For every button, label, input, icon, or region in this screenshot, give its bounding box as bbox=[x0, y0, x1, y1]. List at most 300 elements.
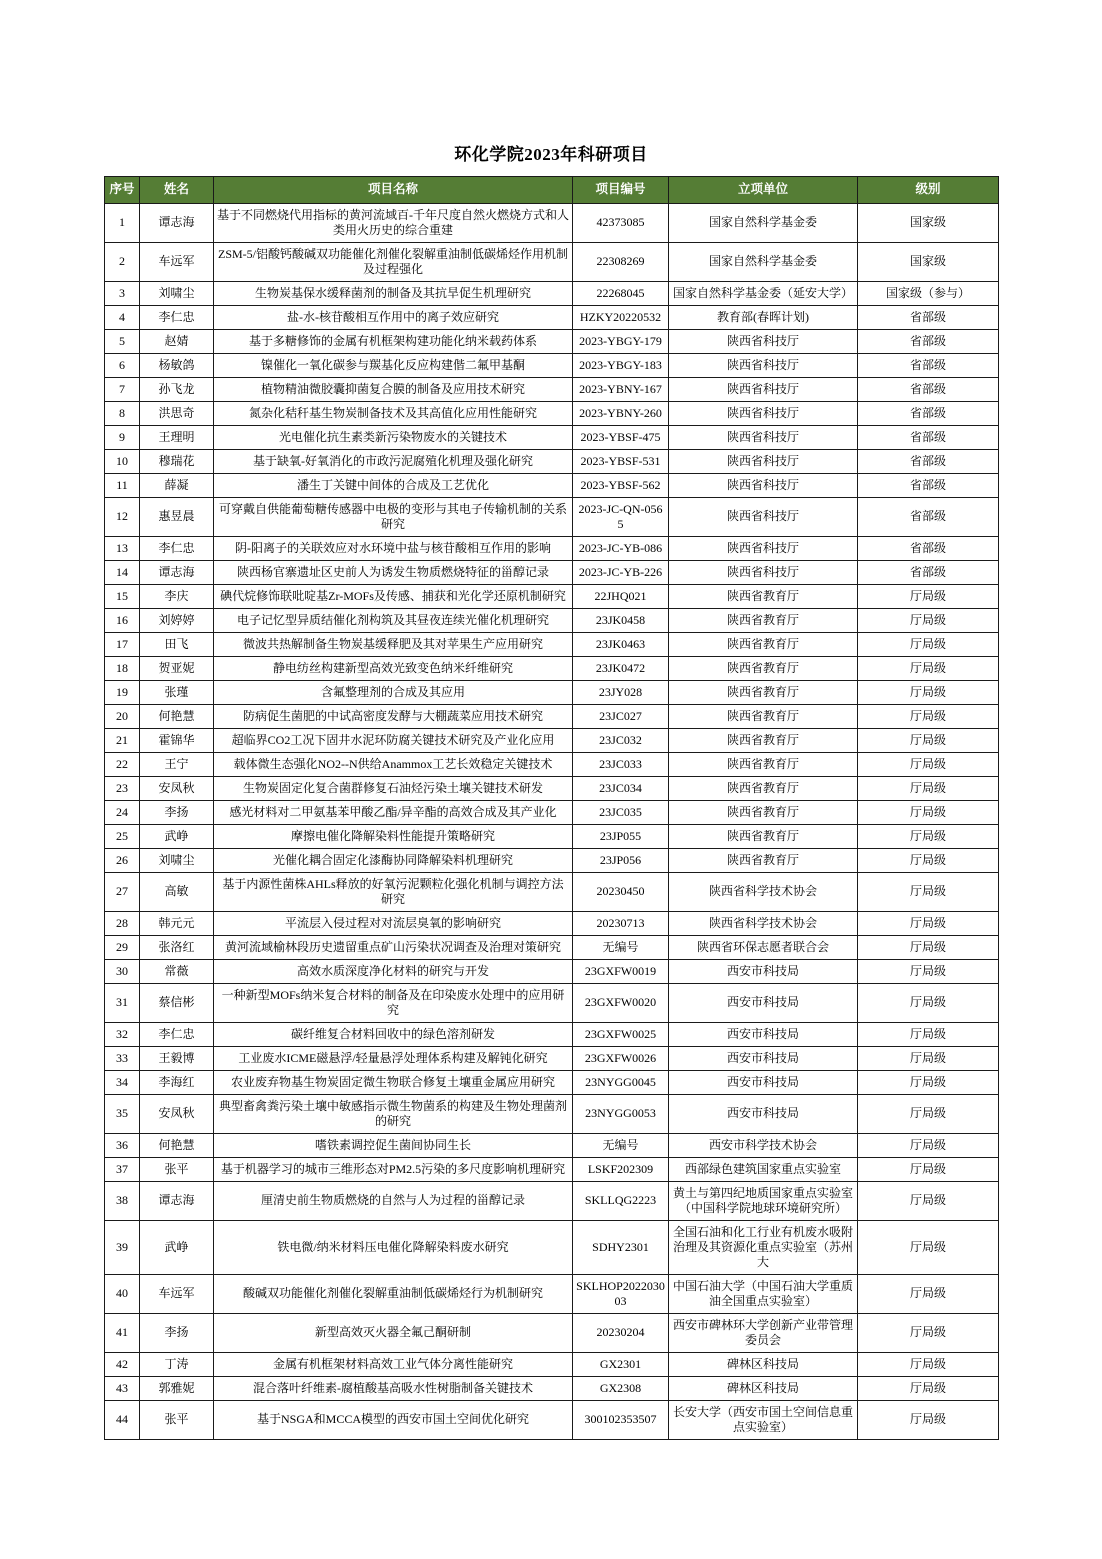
cell-level: 省部级 bbox=[858, 497, 999, 536]
cell-name: 何艳慧 bbox=[140, 1133, 214, 1157]
cell-unit: 陕西省科技厅 bbox=[669, 425, 858, 449]
cell-name: 刘婷婷 bbox=[140, 608, 214, 632]
cell-code: GX2308 bbox=[573, 1376, 669, 1400]
cell-level: 厅局级 bbox=[858, 704, 999, 728]
cell-unit: 陕西省教育厅 bbox=[669, 632, 858, 656]
cell-level: 厅局级 bbox=[858, 1070, 999, 1094]
cell-unit: 陕西省科技厅 bbox=[669, 353, 858, 377]
cell-level: 厅局级 bbox=[858, 848, 999, 872]
cell-name: 李仁忠 bbox=[140, 536, 214, 560]
cell-code: 42373085 bbox=[573, 203, 669, 242]
cell-project: 盐-水-核苷酸相互作用中的离子效应研究 bbox=[214, 305, 573, 329]
cell-level: 国家级 bbox=[858, 242, 999, 281]
cell-level: 省部级 bbox=[858, 536, 999, 560]
cell-name: 王理明 bbox=[140, 425, 214, 449]
cell-code: 23JY028 bbox=[573, 680, 669, 704]
cell-no: 31 bbox=[105, 983, 140, 1022]
cell-code: 23JC033 bbox=[573, 752, 669, 776]
cell-name: 李海红 bbox=[140, 1070, 214, 1094]
cell-unit: 中国石油大学（中国石油大学重质油全国重点实验室） bbox=[669, 1274, 858, 1313]
cell-name: 张瑾 bbox=[140, 680, 214, 704]
cell-no: 39 bbox=[105, 1220, 140, 1274]
cell-name: 常薇 bbox=[140, 959, 214, 983]
table-row bbox=[105, 1022, 999, 1046]
cell-code: 23NYGG0045 bbox=[573, 1070, 669, 1094]
cell-unit: 陕西省教育厅 bbox=[669, 608, 858, 632]
cell-project: 生物炭固定化复合菌群修复石油烃污染土壤关键技术研发 bbox=[214, 776, 573, 800]
cell-name: 穆瑞花 bbox=[140, 449, 214, 473]
cell-name: 李扬 bbox=[140, 800, 214, 824]
cell-code: 22JHQ021 bbox=[573, 584, 669, 608]
cell-code: 2023-YBNY-167 bbox=[573, 377, 669, 401]
cell-project: 厘清史前生物质燃烧的自然与人为过程的甾醇记录 bbox=[214, 1181, 573, 1220]
cell-project: 高效水质深度净化材料的研究与开发 bbox=[214, 959, 573, 983]
cell-no: 7 bbox=[105, 377, 140, 401]
cell-unit: 陕西省教育厅 bbox=[669, 752, 858, 776]
table-row bbox=[105, 1094, 999, 1133]
cell-unit: 陕西省环保志愿者联合会 bbox=[669, 935, 858, 959]
cell-name: 郭雅妮 bbox=[140, 1376, 214, 1400]
cell-no: 25 bbox=[105, 824, 140, 848]
cell-code: 23JC034 bbox=[573, 776, 669, 800]
cell-project: 嗜铁素调控促生菌间协同生长 bbox=[214, 1133, 573, 1157]
table-row bbox=[105, 983, 999, 1022]
cell-unit: 陕西省科学技术协会 bbox=[669, 872, 858, 911]
cell-code: 2023-YBGY-179 bbox=[573, 329, 669, 353]
cell-code: 无编号 bbox=[573, 935, 669, 959]
cell-code: 22268045 bbox=[573, 281, 669, 305]
table-row bbox=[105, 1157, 999, 1181]
cell-code: 20230204 bbox=[573, 1313, 669, 1352]
cell-unit: 陕西省教育厅 bbox=[669, 728, 858, 752]
cell-project: 防病促生菌肥的中试高密度发酵与大棚蔬菜应用技术研究 bbox=[214, 704, 573, 728]
cell-name: 蔡信彬 bbox=[140, 983, 214, 1022]
cell-level: 省部级 bbox=[858, 353, 999, 377]
cell-project: 光催化耦合固定化漆酶协同降解染料机理研究 bbox=[214, 848, 573, 872]
cell-name: 车远军 bbox=[140, 242, 214, 281]
cell-no: 10 bbox=[105, 449, 140, 473]
cell-project: 生物炭基保水缓释菌剂的制备及其抗旱促生机理研究 bbox=[214, 281, 573, 305]
cell-code: SKLLQG2223 bbox=[573, 1181, 669, 1220]
cell-no: 42 bbox=[105, 1352, 140, 1376]
cell-unit: 陕西省教育厅 bbox=[669, 656, 858, 680]
cell-name: 谭志海 bbox=[140, 203, 214, 242]
cell-no: 38 bbox=[105, 1181, 140, 1220]
cell-project: 阴-阳离子的关联效应对水环境中盐与核苷酸相互作用的影响 bbox=[214, 536, 573, 560]
cell-name: 赵婧 bbox=[140, 329, 214, 353]
cell-project: 载体微生态强化NO2--N供给Anammox工艺长效稳定关键技术 bbox=[214, 752, 573, 776]
cell-name: 韩元元 bbox=[140, 911, 214, 935]
cell-project: 铁电微/纳米材料压电催化降解染料废水研究 bbox=[214, 1220, 573, 1274]
cell-no: 22 bbox=[105, 752, 140, 776]
cell-unit: 西安市科技局 bbox=[669, 1094, 858, 1133]
cell-name: 车远军 bbox=[140, 1274, 214, 1313]
column-header-unit: 立项单位 bbox=[669, 177, 858, 204]
cell-code: 23GXFW0026 bbox=[573, 1046, 669, 1070]
cell-level: 厅局级 bbox=[858, 1022, 999, 1046]
cell-no: 14 bbox=[105, 560, 140, 584]
table-row bbox=[105, 776, 999, 800]
cell-project: 静电纺丝构建新型高效光致变色纳米纤维研究 bbox=[214, 656, 573, 680]
cell-code: 2023-YBSF-562 bbox=[573, 473, 669, 497]
cell-name: 武峥 bbox=[140, 824, 214, 848]
cell-unit: 碑林区科技局 bbox=[669, 1376, 858, 1400]
column-header-level: 级别 bbox=[858, 177, 999, 204]
cell-code: 23JP056 bbox=[573, 848, 669, 872]
cell-project: 一种新型MOFs纳米复合材料的制备及在印染废水处理中的应用研究 bbox=[214, 983, 573, 1022]
table-row bbox=[105, 656, 999, 680]
cell-project: 镍催化一氧化碳参与羰基化反应构建偕二氟甲基酮 bbox=[214, 353, 573, 377]
cell-project: 超临界CO2工况下固井水泥环防腐关键技术研究及产业化应用 bbox=[214, 728, 573, 752]
cell-no: 19 bbox=[105, 680, 140, 704]
cell-unit: 陕西省教育厅 bbox=[669, 848, 858, 872]
table-row bbox=[105, 680, 999, 704]
table-row bbox=[105, 704, 999, 728]
cell-code: GX2301 bbox=[573, 1352, 669, 1376]
table-row bbox=[105, 377, 999, 401]
cell-unit: 西安市科技局 bbox=[669, 1046, 858, 1070]
cell-project: 植物精油微胶囊抑菌复合膜的制备及应用技术研究 bbox=[214, 377, 573, 401]
cell-name: 霍锦华 bbox=[140, 728, 214, 752]
cell-no: 24 bbox=[105, 800, 140, 824]
cell-level: 厅局级 bbox=[858, 872, 999, 911]
cell-no: 21 bbox=[105, 728, 140, 752]
cell-project: 典型畜禽粪污染土壤中敏感指示微生物菌系的构建及生物处理菌剂的研究 bbox=[214, 1094, 573, 1133]
table-row bbox=[105, 1400, 999, 1439]
header-row bbox=[105, 177, 999, 204]
table-row bbox=[105, 1313, 999, 1352]
cell-unit: 陕西省科技厅 bbox=[669, 329, 858, 353]
cell-unit: 西安市科技局 bbox=[669, 959, 858, 983]
cell-no: 40 bbox=[105, 1274, 140, 1313]
cell-level: 厅局级 bbox=[858, 1046, 999, 1070]
cell-no: 20 bbox=[105, 704, 140, 728]
cell-project: 潘生丁关键中间体的合成及工艺优化 bbox=[214, 473, 573, 497]
table-row bbox=[105, 1181, 999, 1220]
cell-project: 可穿戴自供能葡萄糖传感器中电极的变形与其电子传输机制的关系研究 bbox=[214, 497, 573, 536]
cell-unit: 碑林区科技局 bbox=[669, 1352, 858, 1376]
cell-no: 15 bbox=[105, 584, 140, 608]
cell-project: 碘代烷修饰联吡啶基Zr-MOFs及传感、捕获和光化学还原机制研究 bbox=[214, 584, 573, 608]
table-row bbox=[105, 1133, 999, 1157]
cell-level: 国家级（参与） bbox=[858, 281, 999, 305]
cell-level: 厅局级 bbox=[858, 911, 999, 935]
cell-level: 厅局级 bbox=[858, 608, 999, 632]
table-row bbox=[105, 911, 999, 935]
cell-project: 新型高效灭火器全氟己酮研制 bbox=[214, 1313, 573, 1352]
cell-unit: 西部绿色建筑国家重点实验室 bbox=[669, 1157, 858, 1181]
cell-name: 安凤秋 bbox=[140, 1094, 214, 1133]
cell-project: 混合落叶纤维素-腐植酸基高吸水性树脂制备关键技术 bbox=[214, 1376, 573, 1400]
cell-no: 6 bbox=[105, 353, 140, 377]
cell-code: 23JK0458 bbox=[573, 608, 669, 632]
cell-no: 3 bbox=[105, 281, 140, 305]
cell-name: 李扬 bbox=[140, 1313, 214, 1352]
cell-level: 厅局级 bbox=[858, 1157, 999, 1181]
cell-no: 23 bbox=[105, 776, 140, 800]
cell-no: 35 bbox=[105, 1094, 140, 1133]
cell-unit: 陕西省教育厅 bbox=[669, 680, 858, 704]
cell-level: 厅局级 bbox=[858, 1133, 999, 1157]
cell-unit: 陕西省科技厅 bbox=[669, 560, 858, 584]
table-header bbox=[105, 177, 999, 204]
cell-code: 23GXFW0020 bbox=[573, 983, 669, 1022]
cell-project: 基于机器学习的城市三维形态对PM2.5污染的多尺度影响机理研究 bbox=[214, 1157, 573, 1181]
cell-code: 2023-JC-QN-0565 bbox=[573, 497, 669, 536]
cell-unit: 全国石油和化工行业有机废水吸附治理及其资源化重点实验室（苏州大 bbox=[669, 1220, 858, 1274]
cell-no: 44 bbox=[105, 1400, 140, 1439]
table-row bbox=[105, 281, 999, 305]
cell-code: 2023-JC-YB-086 bbox=[573, 536, 669, 560]
cell-project: 酸碱双功能催化剂催化裂解重油制低碳烯烃行为机制研究 bbox=[214, 1274, 573, 1313]
cell-unit: 西安市碑林环大学创新产业带管理委员会 bbox=[669, 1313, 858, 1352]
table-body bbox=[105, 203, 999, 1439]
cell-unit: 陕西省教育厅 bbox=[669, 584, 858, 608]
cell-level: 厅局级 bbox=[858, 1220, 999, 1274]
cell-no: 28 bbox=[105, 911, 140, 935]
cell-unit: 西安市科技局 bbox=[669, 1022, 858, 1046]
table-row bbox=[105, 872, 999, 911]
cell-project: 感光材料对二甲氨基苯甲酸乙酯/异辛酯的高效合成及其产业化 bbox=[214, 800, 573, 824]
cell-project: 基于多糖修饰的金属有机框架构建功能化纳米载药体系 bbox=[214, 329, 573, 353]
cell-no: 9 bbox=[105, 425, 140, 449]
table-row bbox=[105, 305, 999, 329]
cell-unit: 长安大学（西安市国土空间信息重点实验室） bbox=[669, 1400, 858, 1439]
cell-project: 含氟整理剂的合成及其应用 bbox=[214, 680, 573, 704]
cell-level: 厅局级 bbox=[858, 776, 999, 800]
cell-code: 23JK0463 bbox=[573, 632, 669, 656]
cell-project: 微波共热解制备生物炭基缓释肥及其对苹果生产应用研究 bbox=[214, 632, 573, 656]
cell-level: 厅局级 bbox=[858, 1400, 999, 1439]
cell-no: 12 bbox=[105, 497, 140, 536]
cell-name: 谭志海 bbox=[140, 560, 214, 584]
cell-no: 41 bbox=[105, 1313, 140, 1352]
research-projects-table bbox=[104, 176, 999, 1440]
cell-code: 23JC032 bbox=[573, 728, 669, 752]
cell-code: 20230713 bbox=[573, 911, 669, 935]
cell-project: 黄河流域榆林段历史遗留重点矿山污染状况调查及治理对策研究 bbox=[214, 935, 573, 959]
table-row bbox=[105, 1274, 999, 1313]
cell-name: 贺亚妮 bbox=[140, 656, 214, 680]
cell-name: 谭志海 bbox=[140, 1181, 214, 1220]
cell-level: 厅局级 bbox=[858, 1313, 999, 1352]
cell-name: 武峥 bbox=[140, 1220, 214, 1274]
cell-no: 36 bbox=[105, 1133, 140, 1157]
cell-name: 李仁忠 bbox=[140, 305, 214, 329]
cell-name: 刘啸尘 bbox=[140, 848, 214, 872]
cell-code: HZKY20220532 bbox=[573, 305, 669, 329]
cell-no: 37 bbox=[105, 1157, 140, 1181]
cell-code: 2023-YBNY-260 bbox=[573, 401, 669, 425]
cell-code: 23JK0472 bbox=[573, 656, 669, 680]
cell-name: 高敏 bbox=[140, 872, 214, 911]
cell-unit: 西安市科技局 bbox=[669, 1070, 858, 1094]
cell-level: 省部级 bbox=[858, 329, 999, 353]
column-header-project: 项目名称 bbox=[214, 177, 573, 204]
cell-name: 安凤秋 bbox=[140, 776, 214, 800]
cell-project: 农业废弃物基生物炭固定微生物联合修复土壤重金属应用研究 bbox=[214, 1070, 573, 1094]
cell-unit: 黄土与第四纪地质国家重点实验室（中国科学院地球环境研究所） bbox=[669, 1181, 858, 1220]
cell-level: 厅局级 bbox=[858, 959, 999, 983]
table-row bbox=[105, 353, 999, 377]
cell-code: 23JC035 bbox=[573, 800, 669, 824]
table-row bbox=[105, 425, 999, 449]
cell-unit: 西安市科学技术协会 bbox=[669, 1133, 858, 1157]
table-row bbox=[105, 824, 999, 848]
cell-unit: 陕西省科技厅 bbox=[669, 497, 858, 536]
cell-no: 26 bbox=[105, 848, 140, 872]
cell-level: 省部级 bbox=[858, 449, 999, 473]
cell-code: 2023-JC-YB-226 bbox=[573, 560, 669, 584]
table-row bbox=[105, 800, 999, 824]
table-row bbox=[105, 242, 999, 281]
cell-no: 34 bbox=[105, 1070, 140, 1094]
cell-no: 8 bbox=[105, 401, 140, 425]
table-row bbox=[105, 848, 999, 872]
table-row bbox=[105, 473, 999, 497]
table-row bbox=[105, 1046, 999, 1070]
cell-unit: 陕西省科技厅 bbox=[669, 377, 858, 401]
cell-level: 厅局级 bbox=[858, 728, 999, 752]
table-row bbox=[105, 1220, 999, 1274]
cell-name: 王毅博 bbox=[140, 1046, 214, 1070]
cell-name: 孙飞龙 bbox=[140, 377, 214, 401]
column-header-name: 姓名 bbox=[140, 177, 214, 204]
cell-name: 丁涛 bbox=[140, 1352, 214, 1376]
cell-name: 张平 bbox=[140, 1157, 214, 1181]
cell-unit: 陕西省科技厅 bbox=[669, 536, 858, 560]
cell-project: 平流层入侵过程对对流层臭氧的影响研究 bbox=[214, 911, 573, 935]
cell-code: 2023-YBSF-531 bbox=[573, 449, 669, 473]
table-row bbox=[105, 1352, 999, 1376]
cell-code: 23GXFW0025 bbox=[573, 1022, 669, 1046]
table-row bbox=[105, 497, 999, 536]
cell-level: 厅局级 bbox=[858, 680, 999, 704]
cell-level: 厅局级 bbox=[858, 1352, 999, 1376]
cell-unit: 陕西省科技厅 bbox=[669, 473, 858, 497]
cell-no: 17 bbox=[105, 632, 140, 656]
table-row bbox=[105, 329, 999, 353]
cell-level: 省部级 bbox=[858, 473, 999, 497]
cell-no: 32 bbox=[105, 1022, 140, 1046]
cell-no: 4 bbox=[105, 305, 140, 329]
cell-name: 田飞 bbox=[140, 632, 214, 656]
cell-name: 刘啸尘 bbox=[140, 281, 214, 305]
cell-level: 省部级 bbox=[858, 377, 999, 401]
cell-unit: 陕西省教育厅 bbox=[669, 824, 858, 848]
cell-code: 22308269 bbox=[573, 242, 669, 281]
cell-no: 33 bbox=[105, 1046, 140, 1070]
cell-code: 23JP055 bbox=[573, 824, 669, 848]
table-row bbox=[105, 632, 999, 656]
cell-project: 基于缺氧-好氧消化的市政污泥腐殖化机理及强化研究 bbox=[214, 449, 573, 473]
cell-project: 光电催化抗生素类新污染物废水的关键技术 bbox=[214, 425, 573, 449]
cell-level: 厅局级 bbox=[858, 656, 999, 680]
cell-name: 张平 bbox=[140, 1400, 214, 1439]
cell-level: 省部级 bbox=[858, 560, 999, 584]
cell-name: 洪思奇 bbox=[140, 401, 214, 425]
cell-level: 厅局级 bbox=[858, 1376, 999, 1400]
cell-unit: 陕西省教育厅 bbox=[669, 776, 858, 800]
cell-code: 2023-YBGY-183 bbox=[573, 353, 669, 377]
cell-level: 厅局级 bbox=[858, 935, 999, 959]
cell-unit: 陕西省科技厅 bbox=[669, 449, 858, 473]
cell-code: 无编号 bbox=[573, 1133, 669, 1157]
cell-code: 20230450 bbox=[573, 872, 669, 911]
cell-project: 基于不同燃烧代用指标的黄河流域百-千年尺度自然火燃烧方式和人类用火历史的综合重建 bbox=[214, 203, 573, 242]
cell-level: 省部级 bbox=[858, 401, 999, 425]
cell-level: 国家级 bbox=[858, 203, 999, 242]
cell-level: 厅局级 bbox=[858, 752, 999, 776]
table-row bbox=[105, 203, 999, 242]
table-row bbox=[105, 608, 999, 632]
cell-level: 厅局级 bbox=[858, 983, 999, 1022]
cell-level: 省部级 bbox=[858, 425, 999, 449]
cell-name: 何艳慧 bbox=[140, 704, 214, 728]
cell-project: 基于NSGA和MCCA模型的西安市国土空间优化研究 bbox=[214, 1400, 573, 1439]
table-row bbox=[105, 560, 999, 584]
cell-code: 2023-YBSF-475 bbox=[573, 425, 669, 449]
cell-project: 碳纤维复合材料回收中的绿色溶剂研发 bbox=[214, 1022, 573, 1046]
cell-unit: 陕西省科技厅 bbox=[669, 401, 858, 425]
table-row bbox=[105, 959, 999, 983]
cell-name: 李仁忠 bbox=[140, 1022, 214, 1046]
cell-code: 23NYGG0053 bbox=[573, 1094, 669, 1133]
cell-project: 氮杂化秸秆基生物炭制备技术及其高值化应用性能研究 bbox=[214, 401, 573, 425]
cell-no: 2 bbox=[105, 242, 140, 281]
table-row bbox=[105, 1070, 999, 1094]
table-row bbox=[105, 935, 999, 959]
cell-unit: 国家自然科学基金委 bbox=[669, 242, 858, 281]
cell-name: 惠昱晨 bbox=[140, 497, 214, 536]
cell-level: 厅局级 bbox=[858, 824, 999, 848]
cell-name: 杨敏鸽 bbox=[140, 353, 214, 377]
cell-no: 30 bbox=[105, 959, 140, 983]
cell-project: 工业废水ICME磁悬浮/轻量悬浮处理体系构建及解钝化研究 bbox=[214, 1046, 573, 1070]
cell-code: SKLHOP202203003 bbox=[573, 1274, 669, 1313]
cell-no: 13 bbox=[105, 536, 140, 560]
cell-level: 厅局级 bbox=[858, 1274, 999, 1313]
cell-name: 张洛红 bbox=[140, 935, 214, 959]
cell-project: ZSM-5/铝酸钙酸碱双功能催化剂催化裂解重油制低碳烯烃作用机制及过程强化 bbox=[214, 242, 573, 281]
cell-unit: 陕西省教育厅 bbox=[669, 800, 858, 824]
cell-unit: 陕西省科学技术协会 bbox=[669, 911, 858, 935]
cell-name: 王宁 bbox=[140, 752, 214, 776]
cell-no: 18 bbox=[105, 656, 140, 680]
cell-level: 厅局级 bbox=[858, 584, 999, 608]
cell-unit: 西安市科技局 bbox=[669, 983, 858, 1022]
cell-project: 金属有机框架材料高效工业气体分离性能研究 bbox=[214, 1352, 573, 1376]
cell-level: 厅局级 bbox=[858, 1094, 999, 1133]
cell-level: 厅局级 bbox=[858, 632, 999, 656]
cell-level: 省部级 bbox=[858, 305, 999, 329]
cell-unit: 教育部(春晖计划) bbox=[669, 305, 858, 329]
page-title: 环化学院2023年科研项目 bbox=[454, 145, 648, 164]
table-row bbox=[105, 584, 999, 608]
cell-no: 27 bbox=[105, 872, 140, 911]
cell-code: 23GXFW0019 bbox=[573, 959, 669, 983]
cell-name: 李庆 bbox=[140, 584, 214, 608]
cell-name: 薛凝 bbox=[140, 473, 214, 497]
cell-unit: 陕西省教育厅 bbox=[669, 704, 858, 728]
cell-project: 电子记忆型异质结催化剂构筑及其昼夜连续光催化机理研究 bbox=[214, 608, 573, 632]
column-header-no: 序号 bbox=[105, 177, 140, 204]
cell-no: 11 bbox=[105, 473, 140, 497]
cell-code: LSKF202309 bbox=[573, 1157, 669, 1181]
cell-no: 5 bbox=[105, 329, 140, 353]
cell-no: 29 bbox=[105, 935, 140, 959]
cell-project: 摩擦电催化降解染料性能提升策略研究 bbox=[214, 824, 573, 848]
